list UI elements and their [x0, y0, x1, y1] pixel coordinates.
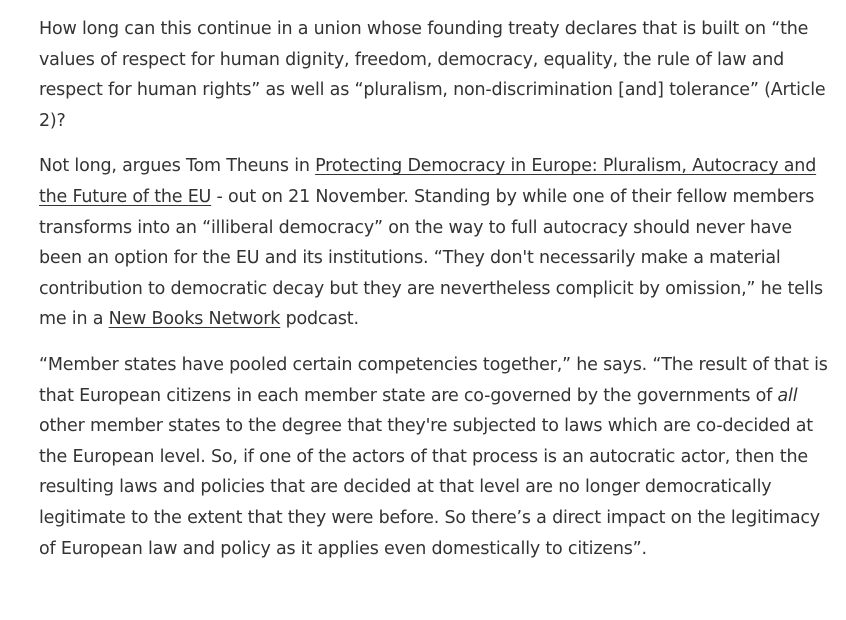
paragraph-treaty: How long can this continue in a union whose founding treaty declares that is built on “the values of respect for human dignity, freedom, democracy, equality, the rule of law and respect for human rights” as well as “pluralism, non-discrimination [and] tolerance” (Article 2)? — [39, 19, 826, 131]
paragraph-intro-text: Not long, argues Tom Theuns in — [39, 156, 316, 177]
quote-text-part2: other member states to the degree that they're subjected to laws which are co-decided at the European level. So, if one of the actors of that process is an autocratic actor, then the resulting laws and policies that are decided at that level are no longer democratically legitimate to the extent that they were before. So there’s a direct impact on the legitimacy of European law and policy as it applies even domestically to citizens”. — [39, 416, 820, 559]
quote-text-part1: “Member states have pooled certain competencies together,” he says. “The result of that is that European citizens in each member state are co-governed by the governments of — [39, 354, 828, 406]
paragraph-quote — [39, 350, 829, 564]
book-title-link[interactable]: Protecting Democracy in Europe: Pluralism, Autocracy and the Future of the EU — [39, 156, 817, 207]
article-body — [39, 14, 829, 579]
paragraph-middle-text: - out on 21 November. Standing by while one of their fellow members transforms into an “illiberal democracy” on the way to full autocracy should never have been an option for the EU and its institutions. “They don't necessarily make a material contribution to democratic decay but they are nevertheless complicit by omission,” he tells me in a — [39, 186, 823, 330]
paragraph-end-text: podcast. — [280, 309, 359, 330]
paragraph-theuns — [39, 151, 829, 335]
new-books-network-link[interactable]: New Books Network — [108, 309, 281, 330]
quote-emphasis: all — [777, 385, 798, 406]
